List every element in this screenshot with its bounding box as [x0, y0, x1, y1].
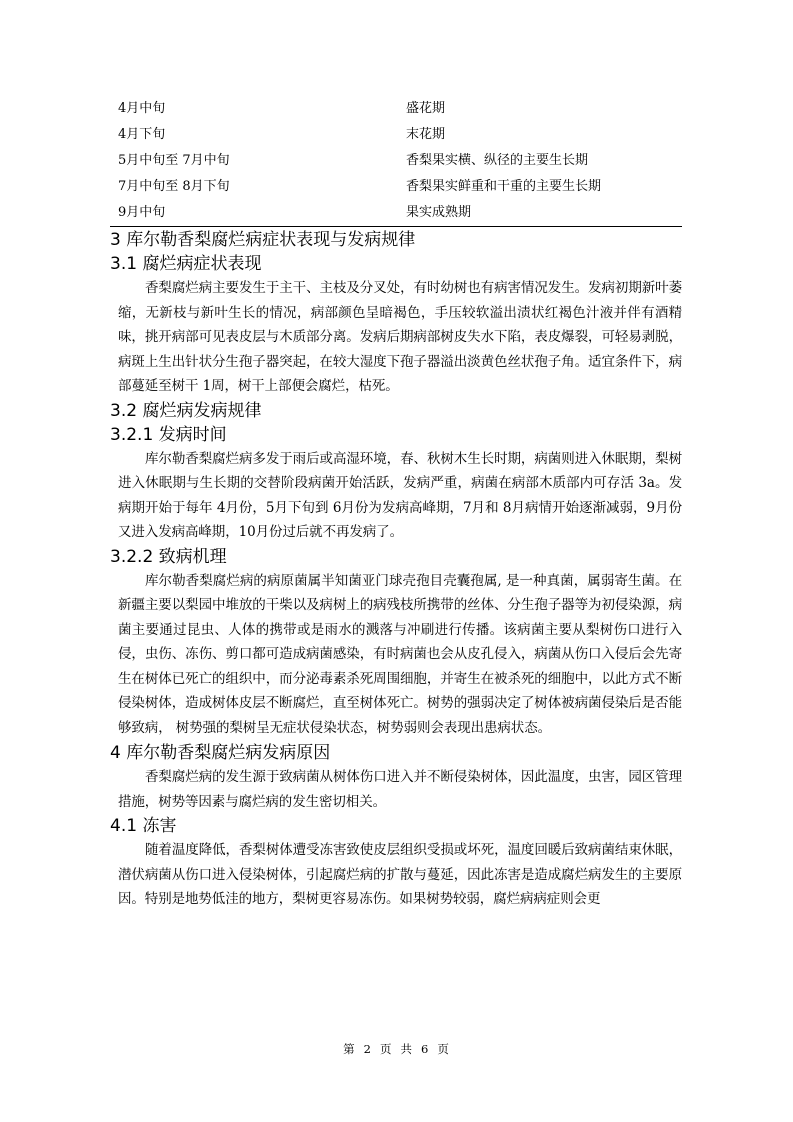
footer-text: 共 — [400, 1042, 413, 1056]
section-3-2-2-paragraph: 库尔勒香梨腐烂病的病原菌属半知菌亚门球壳孢目壳囊孢属, 是一种真菌，属弱寄生菌。在新疆主要以梨园中堆放的干柴以及病树上的病残枝所携带的丝体、分生孢子器等为初侵染源，病菌主要通过昆虫、人体的携带或是雨水的溅落与冲刷进行传播。该病菌主要从梨树伤口进行入侵，虫伤、冻伤、剪口都可造成病菌感染，有时病菌也会从皮孔侵入，病菌从伤口入侵后会先寄生在树体已死亡的组织中，而分泌毒素杀死周围细胞，并寄生在被杀死的细胞中，以此方式不断侵染树体，造成树体皮层不断腐烂，直至树体死亡。树势的强弱决定了树体被病菌侵染后是否能够致病， 树势强的梨树呈无症状侵染状态，树势弱则会表现出患病状态。 — [118, 572, 682, 736]
section-4-paragraph: 香梨腐烂病的发生源于致病菌从树体伤口进入并不断侵染树体，因此温度，虫害，园区管理措施，树势等因素与腐烂病的发生密切相关。 — [118, 769, 682, 810]
section-3-2-1-heading: 3.2.1 发病时间 — [110, 424, 227, 445]
table-cell-stage: 盛花期 — [406, 101, 446, 116]
footer-text: 第 — [343, 1042, 356, 1056]
footer-text: 页 — [437, 1042, 450, 1056]
table-cell-time: 9月中旬 — [110, 200, 398, 227]
section-4-1-heading: 4.1 冻害 — [110, 816, 177, 836]
table-cell-stage: 末花期 — [406, 127, 446, 142]
table-cell-stage: 果实成熟期 — [398, 200, 682, 227]
footer-text: 页 — [380, 1042, 393, 1056]
total-page-number: 6 — [421, 1042, 430, 1056]
section-4-1-paragraph: 随着温度降低，香梨树体遭受冻害致使皮层组织受损或坏死，温度回暖后致病菌结束休眠，潜伏病菌从伤口进入侵染树体，引起腐烂病的扩散与蔓延，因此冻害是造成腐烂病发生的主要原因。特别是地势低洼的地方，梨树更容易冻伤。如果树势较弱，腐烂病病症则会更 — [118, 842, 682, 907]
table-cell-time: 7月中旬至 8月下旬 — [118, 179, 230, 194]
current-page-number: 2 — [363, 1042, 372, 1056]
table-row — [110, 174, 682, 200]
section-3-1-paragraph: 香梨腐烂病主要发生于主干、主枝及分叉处，有时幼树也有病害情况发生。发病初期新叶萎缩，无新枝与新叶生长的情况，病部颜色呈暗褐色，手压较软溢出渍状红褐色汁液并伴有酒精味，挑开病部可见表皮层与木质部分离。发病后期病部树皮失水下陷，表皮爆裂，可轻易剥脱，病斑上生出针状分生孢子器突起，在较大湿度下孢子器溢出淡黄色丝状孢子角。适宜条件下，病部蔓延至树干 1周，树干上部便会腐烂，枯死。 — [118, 280, 682, 394]
table-row — [110, 122, 682, 148]
section-3-2-2-heading: 3.2.2 致病机理 — [110, 546, 227, 567]
phenology-table — [110, 96, 682, 227]
document-page — [110, 96, 682, 912]
section-3-heading: 3 库尔勒香梨腐烂病症状表现与发病规律 — [110, 230, 416, 250]
table-cell-stage: 香梨果实横、纵径的主要生长期 — [406, 153, 589, 168]
table-cell-time: 4月中旬 — [118, 101, 166, 116]
table-cell-time: 4月下旬 — [118, 127, 166, 142]
section-3-2-heading: 3.2 腐烂病发病规律 — [110, 400, 262, 421]
section-4-heading: 4 库尔勒香梨腐烂病发病原因 — [110, 743, 331, 763]
table-cell-stage: 香梨果实鲜重和干重的主要生长期 — [406, 179, 602, 194]
table-row — [110, 96, 682, 122]
table-row — [110, 148, 682, 174]
page-footer — [0, 1041, 793, 1057]
table-row — [110, 200, 682, 227]
section-3-2-1-paragraph: 库尔勒香梨腐烂病多发于雨后或高湿环境，春、秋树木生长时期，病菌则进入休眠期，梨树进入休眠期与生长期的交替阶段病菌开始活跃，发病严重，病菌在病部木质部内可存活 3a。发病期开始于每年 4月份，5月下旬到 6月份为发病高峰期，7月和 8月病情开始逐渐减弱，9月份又进入发病高峰期，10月份过后就不再发病了。 — [118, 450, 682, 540]
section-3-1-heading: 3.1 腐烂病症状表现 — [110, 254, 262, 274]
table-cell-time: 5月中旬至 7月中旬 — [118, 153, 230, 168]
